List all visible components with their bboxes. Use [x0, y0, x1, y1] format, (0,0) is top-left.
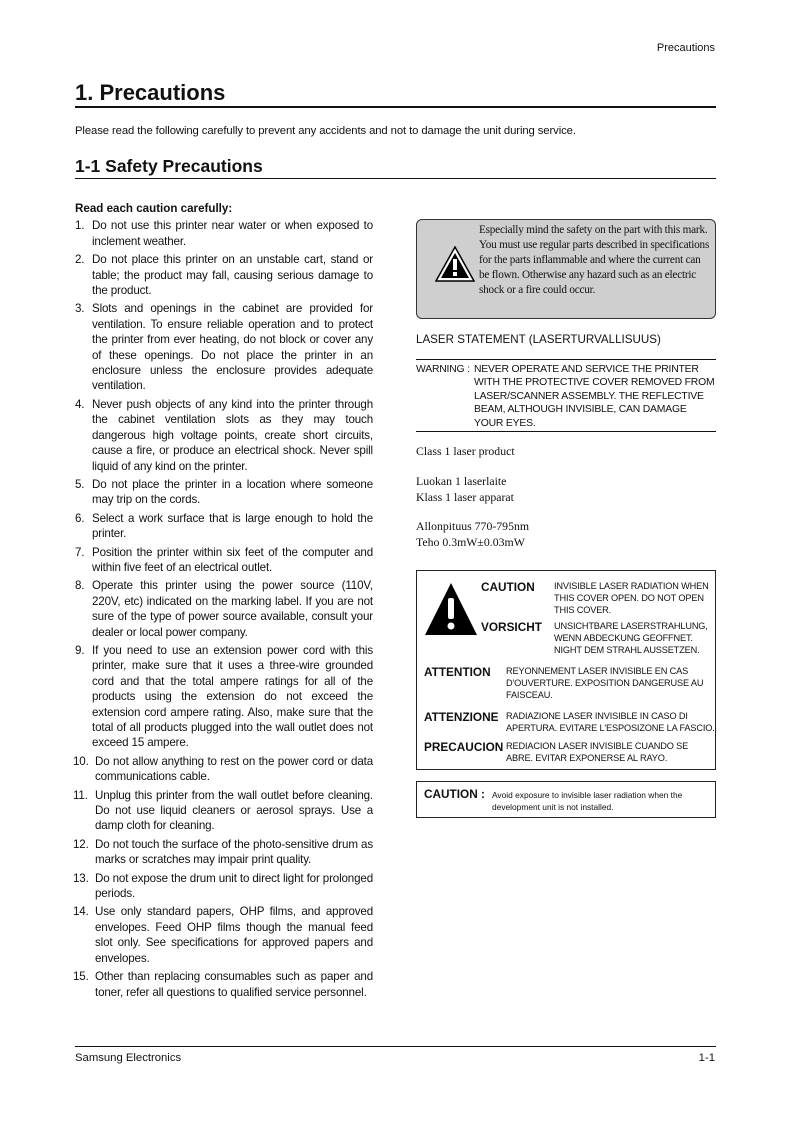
list-item: 8. Operate this printer using the power source (110V, 220V, etc) indicated on the marking label. If you are not sure of the type of power source available, consult your dealer or local power company. — [75, 579, 373, 639]
page-number: 1-1 — [698, 1052, 715, 1064]
list-item: 3. Slots and openings in the cabinet are provided for ventilation. To ensure reliable operation and to protect the printer from ever heating, do not block or cover any of these openings. Do not place the printer in an enclosure unless the enclosure provides adequate ventilation. — [75, 302, 373, 393]
section-title: 1-1 Safety Precautions — [75, 156, 263, 176]
precaution-list — [75, 218, 373, 1000]
lead-text: Read each caution carefully: — [75, 202, 233, 215]
attention-label: ATTENTION — [424, 665, 491, 679]
laser-statement-heading: LASER STATEMENT (LASERTURVALLISUUS) — [416, 333, 661, 346]
warning-first-line: NEVER OPERATE AND SERVICE THE PRINTER — [474, 364, 699, 375]
list-item: 13. Do not expose the drum unit to direct light for prolonged periods. — [73, 871, 373, 901]
laser-warning — [416, 363, 716, 430]
intro-text: Please read the following carefully to prevent any accidents and not to damage the unit during service. — [75, 125, 576, 137]
title-rule — [75, 106, 716, 108]
safety-notice-line2: You must use regular parts described in specifications for the parts inflammable and where the current can be flown. Otherwise any hazard such as an electric shock or a fire could occur. — [479, 239, 710, 296]
warning-top-rule — [416, 359, 716, 360]
caution-note-text: Avoid exposure to invisible laser radiation when the development unit is not installed. — [492, 790, 683, 812]
laser-caution-label — [416, 570, 716, 770]
list-item: 9. If you need to use an extension power cord with this printer, make sure that it uses a three-wire grounded cord and that the total ampere ratings for all of the products using the extension do not exceed the extension cord ampere rating. Also, make sure that the total of all products plugged into the wall outlet does not exceed 15 ampere. — [75, 643, 373, 750]
list-item: 5. Do not place the printer in a location where someone may trip on the cords. — [75, 477, 373, 507]
attenzione-label: ATTENZIONE — [424, 710, 499, 724]
safety-notice-line1: Especially mind the safety on the part with this mark. — [479, 224, 708, 236]
list-item: 10. Do not allow anything to rest on the power cord or data communications cable. — [73, 754, 373, 784]
precaution-list-column — [75, 201, 373, 1003]
safety-notice-box — [416, 219, 716, 319]
wavelength: Allonpituus 770-795nm — [416, 519, 530, 533]
class-translations — [416, 474, 514, 505]
laser-specs — [416, 519, 529, 550]
class-product: Class 1 laser product — [416, 444, 515, 458]
list-item: 14. Use only standard papers, OHP films, and approved envelopes. Feed OHP films though the manual feed slot only. See specifications for approved papers and envelopes. — [73, 905, 373, 965]
caution-note-box — [416, 781, 716, 818]
list-item: 6. Select a work surface that is large enough to hold the printer. — [75, 511, 373, 541]
warning-triangle-icon — [435, 246, 475, 282]
power: Teho 0.3mW±0.03mW — [416, 534, 525, 549]
list-item: 2. Do not place this printer on an unstable cart, stand or table; the product may fall, causing serious damage to the product. — [75, 253, 373, 298]
list-item: 4. Never push objects of any kind into the printer through the cabinet ventilation slots as they may touch dangerous high voltage points, create short circuits, cause a fire, or produce an electrical shock. Never spill liquid of any kind on the printer. — [75, 397, 373, 473]
class-se: Klass 1 laser apparat — [416, 489, 514, 504]
warning-bottom-rule — [416, 431, 716, 432]
precaucion-text: REDIACION LASER INVISIBLE CUANDO SE ABRE. EVITAR EXPONERSE AL RAYO. — [506, 741, 689, 763]
warning-label: WARNING : — [416, 364, 470, 375]
caution-note-label: CAUTION : — [424, 787, 485, 801]
vorsicht-label: VORSICHT — [481, 620, 542, 634]
warning-triangle-icon — [423, 581, 479, 637]
list-item: 15. Other than replacing consumables such as paper and toner, refer all questions to qualified service personnel. — [73, 970, 373, 999]
page-title: 1. Precautions — [75, 80, 226, 105]
section-rule — [75, 178, 716, 179]
list-item: 1. Do not use this printer near water or when exposed to inclement weather. — [75, 219, 373, 248]
caution-label: CAUTION — [481, 580, 535, 594]
caution-text: INVISIBLE LASER RADIATION WHEN THIS COVER OPEN. DO NOT OPEN THIS COVER. — [554, 581, 709, 615]
list-item: 12. Do not touch the surface of the photo-sensitive drum as marks or scratches may impair print quality. — [73, 837, 373, 867]
precaucion-label: PRECAUCION — [424, 740, 504, 754]
footer-company: Samsung Electronics — [75, 1052, 182, 1064]
footer-rule — [75, 1046, 716, 1047]
running-header: Precautions — [656, 42, 715, 54]
attention-text: REYONNEMENT LASER INVISIBLE EN CAS D'OUVERTURE. EXPOSITION DANGERUSE AU FAISCEAU. — [506, 666, 704, 700]
warning-rest: WITH THE PROTECTIVE COVER REMOVED FROM LASER/SCANNER ASSEMBLY. THE REFLECTIVE BEAM, ALTHOUGH INVISIBLE, CAN DAMAGE YOUR EYES. — [474, 377, 715, 429]
attenzione-text: RADIAZIONE LASER INVISIBLE IN CASO DI APERTURA. EVITARE L'ESPOSIZONE LA FASCIO. — [506, 711, 715, 733]
list-item: 11. Unplug this printer from the wall outlet before cleaning. Do not use liquid cleaners or aerosol sprays. Use a damp cloth for cleaning. — [73, 788, 373, 833]
safety-notice-text — [479, 223, 711, 298]
vorsicht-text: UNSICHTBARE LASERSTRAHLUNG, WENN ABDECKUNG GEOFFNET. NIGHT DEM STRAHL AUSSETZEN. — [554, 621, 708, 655]
list-item: 7. Position the printer within six feet of the computer and within five feet of an electrical outlet. — [75, 545, 373, 574]
class-fi: Luokan 1 laserlaite — [416, 474, 507, 488]
